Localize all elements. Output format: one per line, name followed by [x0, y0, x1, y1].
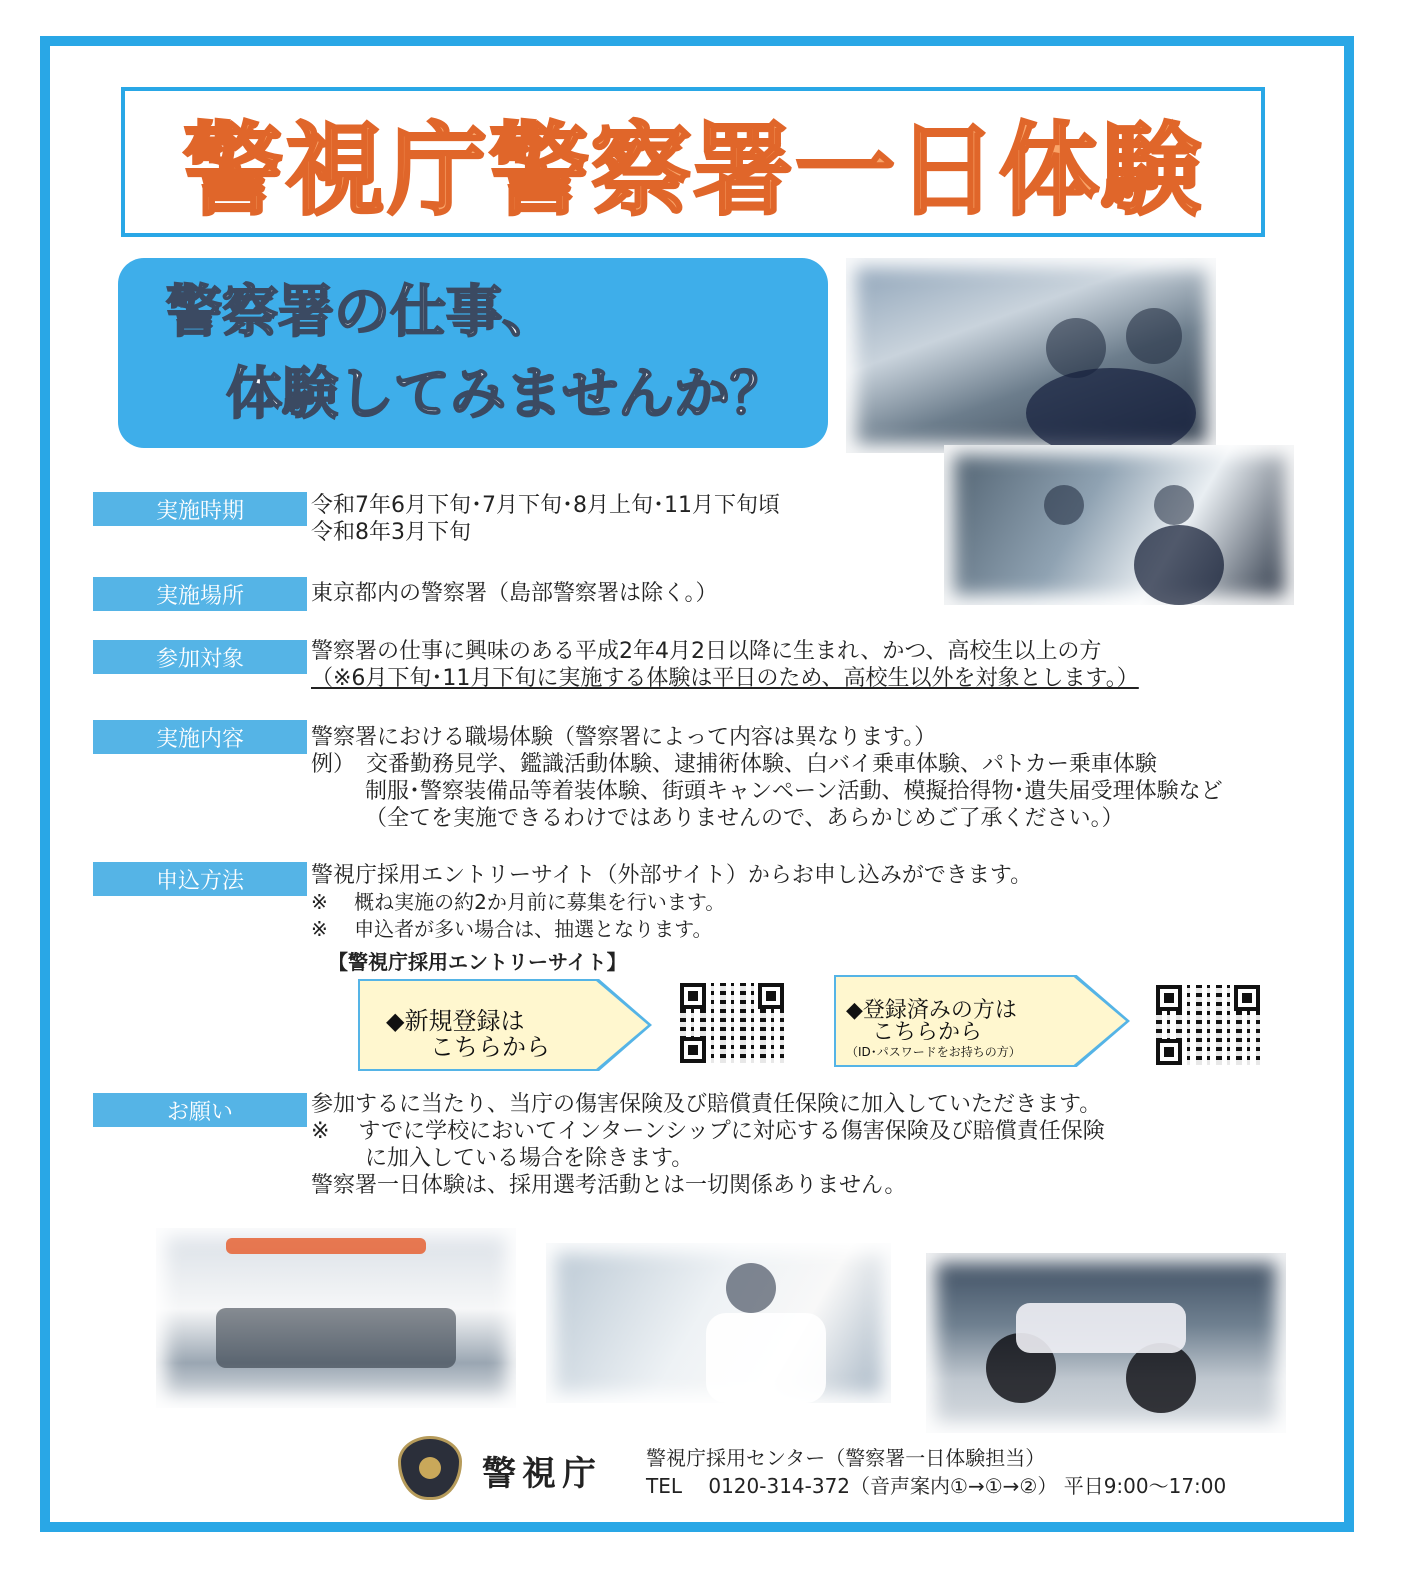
photo-officer-desk	[546, 1243, 891, 1403]
new-register-text[interactable]	[386, 1008, 550, 1060]
photo-officers-with-child	[846, 258, 1216, 453]
application-note: ※ 概ね実施の約2か月前に募集を行います。	[311, 890, 726, 914]
registered-text[interactable]	[846, 1000, 1021, 1060]
new-register-line: ◆新規登録は	[386, 1007, 525, 1035]
catchphrase-box	[118, 258, 828, 448]
location-line: 東京都内の警察署（島部警察署は除く。）	[311, 581, 718, 606]
footer-center: 警視庁採用センター（警察署一日体験担当）	[646, 1446, 1046, 1470]
eligibility-text	[311, 638, 1139, 692]
content-line: 制服･警察装備品等着装体験、街頭キャンペーン活動、模擬拾得物･遺失届受理体験など	[365, 779, 1223, 804]
registered-note: （ID･パスワードをお持ちの方）	[846, 1045, 1021, 1059]
qr-code-new-register[interactable]	[680, 983, 784, 1063]
page-title: 警視庁警察署一日体験	[183, 112, 1203, 229]
footer-tel: TEL 0120-314-372（音声案内①→①→②） 平日9:00～17:00	[646, 1474, 1227, 1498]
catchphrase-line1: 警察署の仕事、	[166, 280, 558, 345]
registered-line: ◆登録済みの方は	[846, 998, 1017, 1023]
schedule-text	[311, 492, 780, 546]
application-text	[311, 862, 1032, 943]
schedule-line: 令和8年3月下旬	[311, 520, 471, 545]
schedule-line: 令和7年6月下旬･7月下旬･8月上旬･11月下旬頃	[311, 493, 780, 518]
application-note: ※ 申込者が多い場合は、抽選となります。	[311, 917, 713, 941]
photo-officer-with-boy	[944, 445, 1294, 605]
photo-patrol-car	[156, 1228, 516, 1408]
catchphrase-line2: 体験してみませんか？	[226, 362, 786, 427]
qr-code-registered[interactable]	[1156, 985, 1260, 1065]
content-line: 例） 交番勤務見学、鑑識活動体験、逮捕術体験、白バイ乗車体験、パトカー乗車体験	[311, 752, 1157, 777]
title-box	[121, 87, 1265, 237]
content-text	[311, 724, 1223, 832]
requests-text	[311, 1091, 1105, 1199]
footer-org-name: 警視庁	[482, 1454, 602, 1494]
label-location: 実施場所	[93, 577, 307, 611]
entry-site-caption: 【警視庁採用エントリーサイト】	[328, 950, 627, 974]
application-line: 警視庁採用エントリーサイト（外部サイト）からお申し込みができます。	[311, 863, 1033, 888]
new-register-line: こちらから	[430, 1033, 550, 1061]
eligibility-note: （※6月下旬･11月下旬に実施する体験は平日のため、高校生以外を対象とします。）	[311, 666, 1139, 691]
requests-line: 参加するに当たり、当庁の傷害保険及び賠償責任保険に加入していただきます。	[311, 1092, 1102, 1117]
footer-contact	[646, 1444, 1226, 1500]
requests-line: 警察署一日体験は、採用選考活動とは一切関係ありません。	[311, 1173, 907, 1198]
requests-line: ※ すでに学校においてインターンシップに対応する傷害保険及び賠償責任保険	[311, 1119, 1105, 1144]
photo-police-motorcycle	[926, 1253, 1286, 1433]
content-line: 警察署における職場体験（警察署によって内容は異なります。）	[311, 725, 937, 750]
label-eligibility: 参加対象	[93, 640, 307, 674]
eligibility-line: 警察署の仕事に興味のある平成2年4月2日以降に生まれ、かつ、高校生以上の方	[311, 639, 1102, 664]
label-application: 申込方法	[93, 862, 307, 896]
registered-line: こちらから	[872, 1020, 983, 1045]
content-line: （全てを実施できるわけではありませんので、あらかじめご了承ください。）	[365, 806, 1124, 831]
requests-line: に加入している場合を除きます。	[365, 1146, 694, 1171]
label-content: 実施内容	[93, 720, 307, 754]
label-requests: お願い	[93, 1093, 307, 1127]
location-text	[311, 580, 718, 607]
label-schedule: 実施時期	[93, 492, 307, 526]
